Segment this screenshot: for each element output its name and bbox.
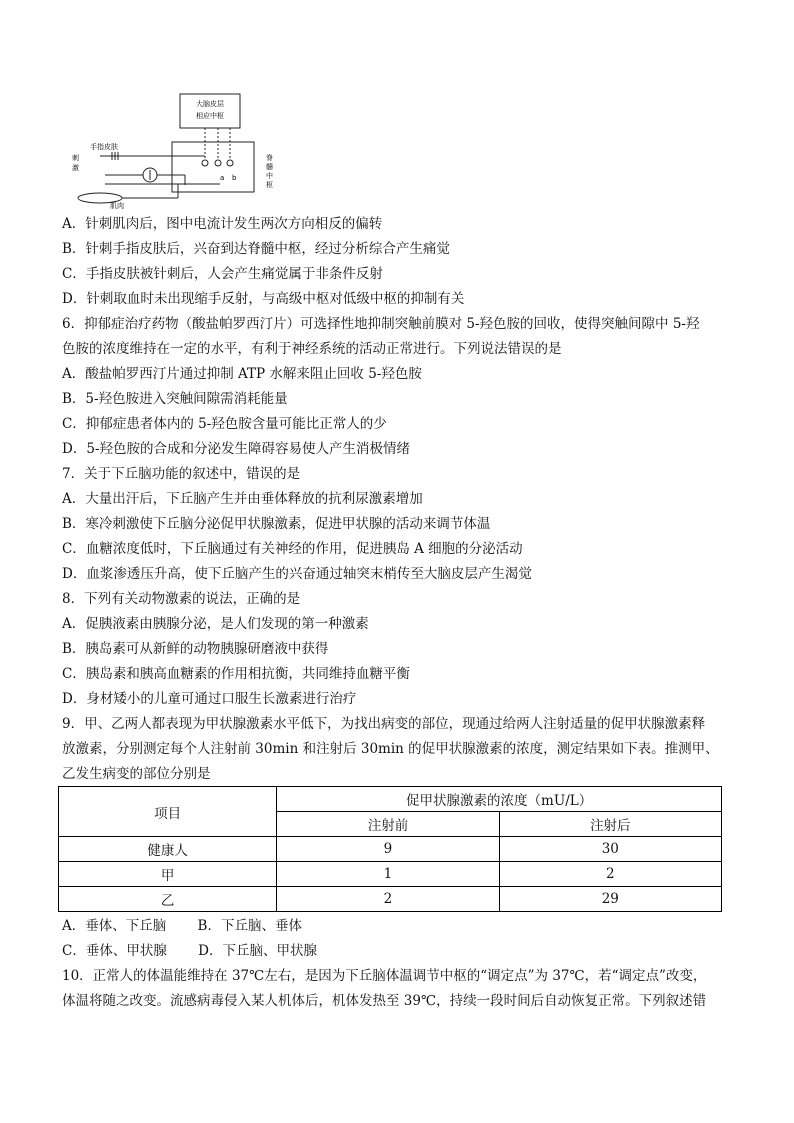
- q9-options-cd: C．垂体、甲状腺 D．下丘脑、甲状腺: [62, 943, 317, 959]
- table-row: [59, 837, 722, 862]
- synapse-3: [227, 160, 233, 166]
- table-cell-before: 9: [277, 837, 499, 862]
- table-header-before: 注射前: [277, 812, 499, 837]
- table-row: [59, 887, 722, 912]
- q8-stem: 8．下列有关动物激素的说法，正确的是: [62, 591, 301, 607]
- table-cell-after: 29: [499, 887, 721, 912]
- spinal-label-4: 枢: [266, 181, 273, 189]
- q8-option-c: C．胰岛素和胰高血糖素的作用相抗衡，共同维持血糖平衡: [62, 666, 410, 682]
- table-header-after: 注射后: [499, 812, 721, 837]
- stimulus-label-2: 激: [72, 164, 79, 172]
- q6-option-d: D．5-羟色胺的合成和分泌发生障碍容易使人产生消极情绪: [62, 441, 410, 457]
- spinal-label-3: 中: [266, 172, 273, 180]
- synapse-1: [202, 160, 208, 166]
- q6-stem-line2: 色胺的浓度维持在一定的水平，有利于神经系统的活动正常进行。下列说法错误的是: [62, 341, 562, 357]
- table-cell-after: 30: [499, 837, 721, 862]
- q9-options-ab: A．垂体、下丘脑 B．下丘脑、垂体: [62, 918, 302, 934]
- reflex-arc-diagram: [60, 88, 290, 216]
- q7-option-c: C．血糖浓度低时，下丘脑通过有关神经的作用，促进胰岛 A 细胞的分泌活动: [62, 541, 523, 557]
- q7-option-a: A．大量出汗后，下丘脑产生并由垂体释放的抗利尿激素增加: [62, 491, 423, 507]
- q8-option-b: B．胰岛素可从新鲜的动物胰腺研磨液中获得: [62, 641, 329, 657]
- q8-option-d: D．身材矮小的儿童可通过口服生长激素进行治疗: [62, 691, 357, 707]
- skin-label: 手指皮肤: [90, 143, 118, 151]
- q9-stem-line1: 9．甲、乙两人都表现为甲状腺激素水平低下，为找出病变的部位，现通过给两人注射适量的促甲状腺激素释: [62, 716, 706, 732]
- synapse-2: [215, 160, 221, 166]
- q7-option-d: D．血浆渗透压升高，使下丘脑产生的兴奋通过轴突末梢传至大脑皮层产生渴觉: [62, 566, 532, 582]
- q5-option-a: A．针刺肌肉后，图中电流计发生两次方向相反的偏转: [62, 216, 383, 232]
- table-cell-after: 2: [499, 862, 721, 887]
- spinal-label-2: 髓: [266, 163, 273, 171]
- q5-option-c: C．手指皮肤被针刺后，人会产生痛觉属于非条件反射: [62, 266, 383, 282]
- q10-stem-line1: 10．正常人的体温能维持在 37℃左右，是因为下丘脑体温调节中枢的“调定点”为 37℃，若“调定点”改变，: [62, 968, 707, 984]
- q5-option-b: B．针刺手指皮肤后，兴奋到达脊髓中枢，经过分析综合产生痛觉: [62, 241, 450, 257]
- q6-option-b: B．5-羟色胺进入突触间隙需消耗能量: [62, 391, 288, 407]
- table-cell-name: 健康人: [59, 837, 277, 862]
- label-b: b: [232, 174, 237, 182]
- table-cell-before: 1: [277, 862, 499, 887]
- q10-stem-line2: 体温将随之改变。流感病毒侵入某人机体后，机体发热至 39℃，持续一段时间后自动恢复正常。下列叙述错: [62, 993, 707, 1009]
- muscle-label: 肌肉: [110, 202, 124, 210]
- cortex-label: 大脑皮层: [196, 100, 224, 108]
- q9-stem-line2: 放激素，分别测定每个人注射前 30min 和注射后 30min 的促甲状腺激素的浓度，测定结果如下表。推测甲、: [62, 741, 719, 757]
- q6-option-a: A．酸盐帕罗西汀片通过抑制 ATP 水解来阻止回收 5-羟色胺: [62, 366, 422, 382]
- center-label: 相应中枢: [196, 112, 224, 120]
- q7-option-b: B．寒冷刺激使下丘脑分泌促甲状腺激素，促进甲状腺的活动来调节体温: [62, 516, 491, 532]
- label-a: a: [220, 174, 225, 182]
- q6-option-c: C．抑郁症患者体内的 5-羟色胺含量可能比正常人的少: [62, 416, 387, 432]
- spinal-label-1: 脊: [266, 154, 273, 162]
- q5-option-d: D．针刺取血时未出现缩手反射，与高级中枢对低级中枢的抑制有关: [62, 291, 465, 307]
- q7-stem: 7．关于下丘脑功能的叙述中，错误的是: [62, 466, 301, 482]
- table-cell-before: 2: [277, 887, 499, 912]
- hormone-table: [58, 786, 722, 912]
- table-cell-name: 乙: [59, 887, 277, 912]
- table-row: [59, 862, 722, 887]
- q9-stem-line3: 乙发生病变的部位分别是: [62, 766, 211, 782]
- table-header-item: 项目: [59, 787, 277, 837]
- table-cell-name: 甲: [59, 862, 277, 887]
- q6-stem-line1: 6．抑郁症治疗药物（酸盐帕罗西汀片）可选择性地抑制突触前膜对 5-羟色胺的回收，使得突触间隙中 5-羟: [62, 316, 700, 332]
- table-header-group: 促甲状腺激素的浓度（mU/L）: [277, 787, 722, 812]
- q8-option-a: A．促胰液素由胰腺分泌，是人们发现的第一种激素: [62, 616, 369, 632]
- stimulus-label-1: 刺: [72, 154, 79, 162]
